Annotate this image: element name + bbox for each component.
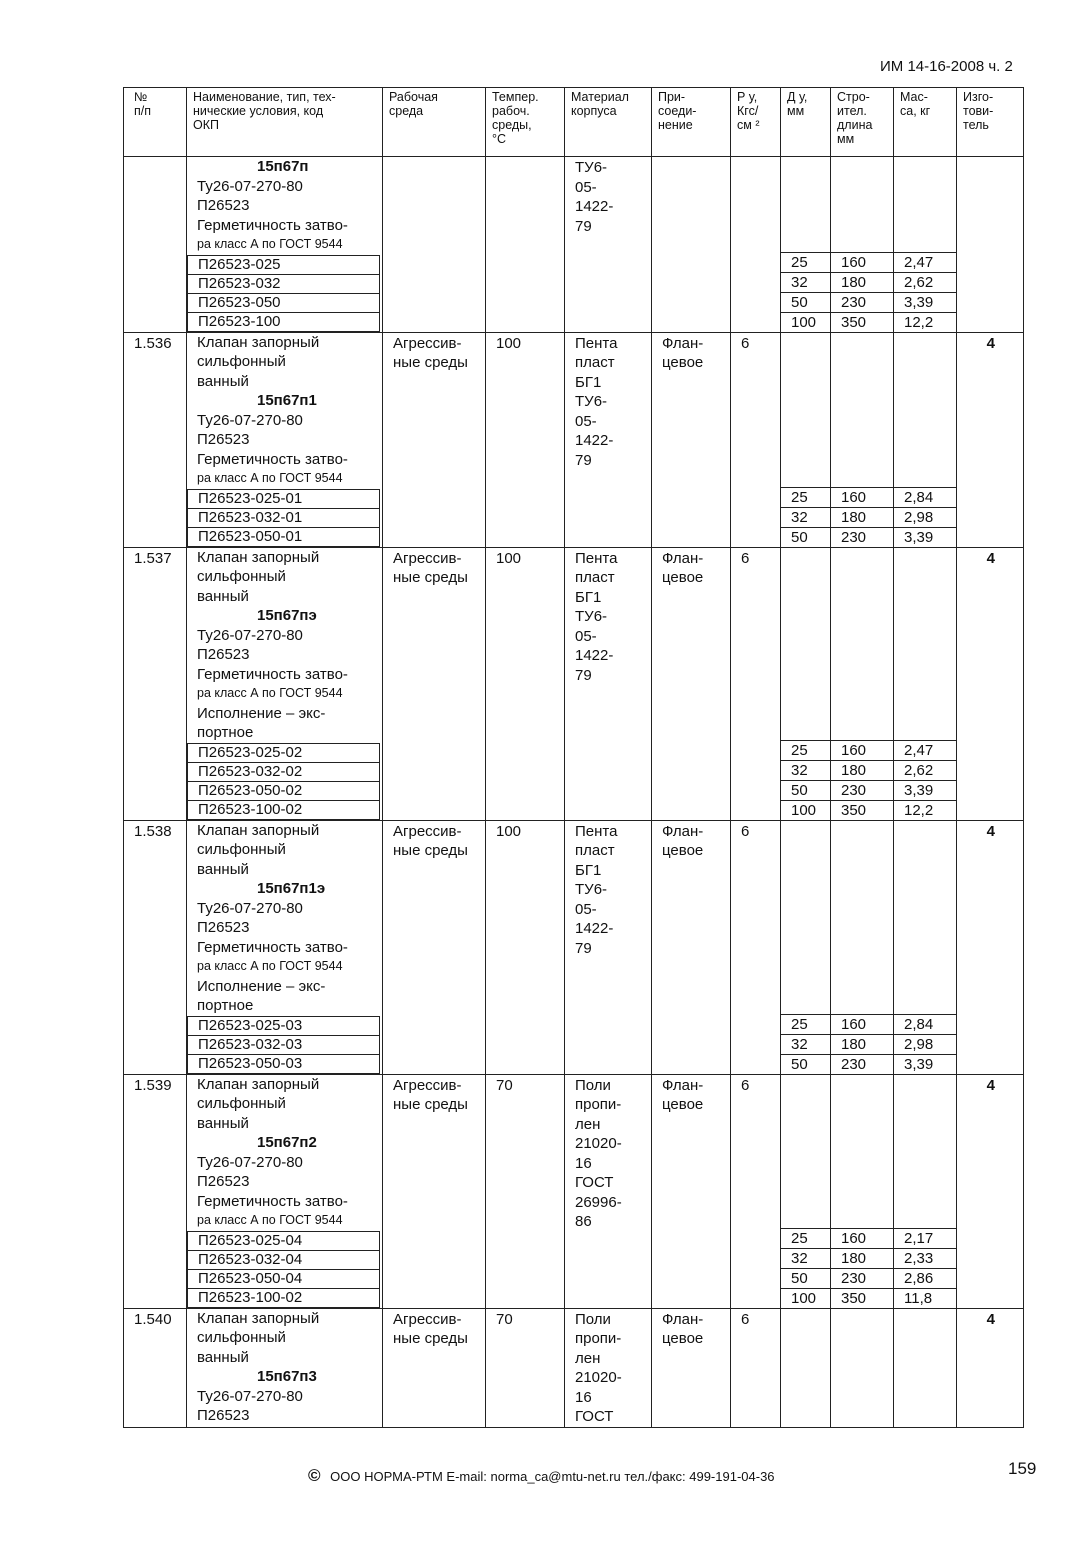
body-material: Поли пропи- лен 21020- 16 ГОСТ xyxy=(565,1308,652,1427)
face-to-face-length-values xyxy=(831,1014,893,1074)
modifications-list xyxy=(187,255,380,332)
modification-code: П26523-025-01 xyxy=(188,489,380,508)
modification-code: П26523-050-04 xyxy=(188,1269,380,1288)
nominal-diameter-value: 32 xyxy=(781,1248,830,1268)
nominal-diameter-value: 32 xyxy=(781,760,830,780)
description-line: Герметичность затво- xyxy=(197,216,348,234)
item-number xyxy=(124,157,187,333)
description-line: Клапан запорный xyxy=(197,821,320,839)
face-to-face-length-values xyxy=(831,740,893,820)
item-name xyxy=(187,1074,383,1308)
connection-type xyxy=(652,157,731,333)
description-line: Герметичность затво- xyxy=(197,1192,348,1210)
mass-value: 2,47 xyxy=(894,252,956,272)
modification-code: П26523-050-01 xyxy=(188,527,380,546)
face-to-face-length xyxy=(831,820,894,1074)
modification-code: П26523-032-03 xyxy=(188,1035,380,1054)
connection-type: Флан- цевое xyxy=(652,820,731,1074)
column-header: Стро- ител. длина мм xyxy=(831,88,894,157)
description-line: Клапан запорный xyxy=(197,1075,320,1093)
modification-code: П26523-032-02 xyxy=(188,762,380,781)
temperature: 100 xyxy=(486,820,565,1074)
body-material: Поли пропи- лен 21020- 16 ГОСТ 26996- 86 xyxy=(565,1074,652,1308)
column-header: № п/п xyxy=(124,88,187,157)
nominal-diameter-values xyxy=(781,1228,830,1308)
mass-values xyxy=(894,487,956,547)
face-to-face-length-value: 350 xyxy=(831,1288,893,1308)
modification-code: П26523-032-01 xyxy=(188,508,380,527)
temperature: 100 xyxy=(486,332,565,547)
modification-row xyxy=(188,1231,380,1250)
table-row xyxy=(124,1308,1024,1427)
page-number: 159 xyxy=(1008,1459,1037,1478)
face-to-face-length xyxy=(831,1308,894,1427)
column-header: Рабочая среда xyxy=(383,88,486,157)
modification-code: П26523-025-04 xyxy=(188,1231,380,1250)
item-name xyxy=(187,157,383,333)
face-to-face-length-value: 180 xyxy=(831,760,893,780)
nominal-diameter xyxy=(781,332,831,547)
modification-code: П26523-032-04 xyxy=(188,1250,380,1269)
modification-row xyxy=(188,800,380,819)
mass-value: 2,84 xyxy=(894,487,956,507)
temperature: 100 xyxy=(486,547,565,820)
table-row xyxy=(124,1074,1024,1308)
column-header: Темпер. рабоч. среды, °C xyxy=(486,88,565,157)
mass-value: 2,47 xyxy=(894,740,956,760)
face-to-face-length-value: 180 xyxy=(831,272,893,292)
table-header-row xyxy=(124,88,1024,157)
modification-row xyxy=(188,1288,380,1307)
description-line: сильфонный xyxy=(197,1329,286,1346)
column-header: Р у, Кгс/ см ² xyxy=(731,88,781,157)
nominal-diameter-value: 50 xyxy=(781,527,830,547)
description-line: П26523 xyxy=(197,919,250,936)
modification-row xyxy=(188,489,380,508)
mass-value: 2,62 xyxy=(894,272,956,292)
item-name xyxy=(187,1308,383,1427)
description-line: ванный xyxy=(197,587,249,605)
mass xyxy=(894,1074,957,1308)
nominal-diameter-value: 25 xyxy=(781,740,830,760)
modification-row xyxy=(188,762,380,781)
nominal-diameter-value: 100 xyxy=(781,312,830,332)
nominal-diameter-values xyxy=(781,252,830,332)
column-header: При- соеди- нение xyxy=(652,88,731,157)
nominal-pressure: 6 xyxy=(731,1074,781,1308)
mass-value: 12,2 xyxy=(894,312,956,332)
description-line: сильфонный xyxy=(197,841,286,858)
face-to-face-length-value: 160 xyxy=(831,1228,893,1248)
mass-values xyxy=(894,1014,956,1074)
nominal-diameter xyxy=(781,157,831,333)
nominal-diameter-value: 32 xyxy=(781,1034,830,1054)
nominal-diameter-values xyxy=(781,740,830,820)
table-row xyxy=(124,547,1024,820)
description-line: ванный xyxy=(197,372,249,390)
working-medium: Агрессив- ные среды xyxy=(383,820,486,1074)
nominal-diameter-value: 32 xyxy=(781,507,830,527)
face-to-face-length-value: 230 xyxy=(831,1268,893,1288)
nominal-pressure: 6 xyxy=(731,1308,781,1427)
nominal-diameter-value: 100 xyxy=(781,1288,830,1308)
description-line: портное xyxy=(197,724,254,741)
description-line: ванный xyxy=(197,1348,249,1366)
description-line: П26523 xyxy=(197,646,250,663)
modifications-list xyxy=(187,1016,380,1074)
connection-type: Флан- цевое xyxy=(652,1308,731,1427)
description-line: Герметичность затво- xyxy=(197,665,348,683)
modification-code: П26523-025-03 xyxy=(188,1016,380,1035)
nominal-diameter xyxy=(781,820,831,1074)
modification-row xyxy=(188,781,380,800)
nominal-diameter-value: 25 xyxy=(781,487,830,507)
mass xyxy=(894,547,957,820)
description-line: ра класс А по ГОСТ 9544 xyxy=(197,1213,343,1227)
modification-code: П26523-032 xyxy=(188,274,380,293)
nominal-diameter-values xyxy=(781,487,830,547)
face-to-face-length xyxy=(831,1074,894,1308)
manufacturer-code: 4 xyxy=(957,1074,1024,1308)
modification-row xyxy=(188,743,380,762)
mass-values xyxy=(894,252,956,332)
description-line: Клапан запорный xyxy=(197,1309,320,1327)
modification-row xyxy=(188,1054,380,1073)
item-number: 1.539 xyxy=(124,1074,187,1308)
mass-value: 2,86 xyxy=(894,1268,956,1288)
mass-value: 2,98 xyxy=(894,507,956,527)
mass xyxy=(894,1308,957,1427)
face-to-face-length-value: 180 xyxy=(831,507,893,527)
description-line: сильфонный xyxy=(197,353,286,370)
description-line: Ту26-07-270-80 xyxy=(197,626,303,644)
modification-row xyxy=(188,1016,380,1035)
modification-code: П26523-050 xyxy=(188,293,380,312)
description-line: Ту26-07-270-80 xyxy=(197,177,303,195)
item-name xyxy=(187,820,383,1074)
face-to-face-length-value: 350 xyxy=(831,312,893,332)
item-number: 1.538 xyxy=(124,820,187,1074)
nominal-diameter-value: 25 xyxy=(781,1014,830,1034)
mass xyxy=(894,820,957,1074)
manufacturer-code xyxy=(957,157,1024,333)
description-line: Ту26-07-270-80 xyxy=(197,1387,303,1405)
item-number: 1.540 xyxy=(124,1308,187,1427)
description-line: Ту26-07-270-80 xyxy=(197,1153,303,1171)
face-to-face-length-value: 160 xyxy=(831,740,893,760)
table-row xyxy=(124,157,1024,333)
column-header: Наименование, тип, тех- нические условия, код ОКП xyxy=(187,88,383,157)
item-number: 1.536 xyxy=(124,332,187,547)
temperature: 70 xyxy=(486,1308,565,1427)
face-to-face-length xyxy=(831,157,894,333)
modification-row xyxy=(188,1035,380,1054)
mass-value: 3,39 xyxy=(894,1054,956,1074)
modification-row xyxy=(188,274,380,293)
nominal-diameter-values xyxy=(781,1014,830,1074)
valves-table xyxy=(123,87,1024,1428)
working-medium: Агрессив- ные среды xyxy=(383,1074,486,1308)
description-line: ра класс А по ГОСТ 9544 xyxy=(197,471,343,485)
description-line: Ту26-07-270-80 xyxy=(197,899,303,917)
face-to-face-length-values xyxy=(831,252,893,332)
working-medium xyxy=(383,157,486,333)
face-to-face-length-value: 230 xyxy=(831,780,893,800)
description-line: ра класс А по ГОСТ 9544 xyxy=(197,237,343,251)
nominal-diameter xyxy=(781,1074,831,1308)
nominal-diameter xyxy=(781,1308,831,1427)
modification-code: П26523-100-02 xyxy=(188,800,380,819)
face-to-face-length-value: 230 xyxy=(831,292,893,312)
model-code: 15п67п1э xyxy=(257,880,326,897)
face-to-face-length-value: 160 xyxy=(831,252,893,272)
column-header: Д у, мм xyxy=(781,88,831,157)
modification-row xyxy=(188,1250,380,1269)
column-header: Мас- са, кг xyxy=(894,88,957,157)
modification-code: П26523-050-03 xyxy=(188,1054,380,1073)
mass-value: 3,39 xyxy=(894,780,956,800)
footer-contacts: ООО НОРМА-РТМ E-mail: norma_ca@mtu-net.ru тел./факс: 499-191-04-36 xyxy=(330,1469,775,1484)
table-row xyxy=(124,332,1024,547)
manufacturer-code: 4 xyxy=(957,332,1024,547)
mass-values xyxy=(894,1228,956,1308)
face-to-face-length-value: 160 xyxy=(831,487,893,507)
model-code: 15п67пэ xyxy=(257,607,317,624)
face-to-face-length-value: 180 xyxy=(831,1248,893,1268)
manufacturer-code: 4 xyxy=(957,1308,1024,1427)
connection-type: Флан- цевое xyxy=(652,332,731,547)
description-line: сильфонный xyxy=(197,1095,286,1112)
description-line: Клапан запорный xyxy=(197,548,320,566)
temperature xyxy=(486,157,565,333)
working-medium: Агрессив- ные среды xyxy=(383,332,486,547)
modifications-list xyxy=(187,489,380,547)
manufacturer-code: 4 xyxy=(957,547,1024,820)
description-line: сильфонный xyxy=(197,568,286,585)
modification-row xyxy=(188,527,380,546)
modification-row xyxy=(188,508,380,527)
face-to-face-length-value: 350 xyxy=(831,800,893,820)
copyright-icon: © xyxy=(308,1466,321,1485)
modification-row xyxy=(188,255,380,274)
modifications-list xyxy=(187,743,380,820)
mass-value: 2,98 xyxy=(894,1034,956,1054)
modification-row xyxy=(188,293,380,312)
table-row xyxy=(124,820,1024,1074)
description-line: ванный xyxy=(197,860,249,878)
temperature: 70 xyxy=(486,1074,565,1308)
modification-code: П26523-100-02 xyxy=(188,1288,380,1307)
description-line: П26523 xyxy=(197,1173,250,1190)
working-medium: Агрессив- ные среды xyxy=(383,547,486,820)
face-to-face-length-value: 230 xyxy=(831,1054,893,1074)
mass-value: 11,8 xyxy=(894,1288,956,1308)
description-line: Ту26-07-270-80 xyxy=(197,411,303,429)
mass-values xyxy=(894,740,956,820)
mass-value: 3,39 xyxy=(894,527,956,547)
nominal-pressure: 6 xyxy=(731,547,781,820)
description-line: П26523 xyxy=(197,431,250,448)
description-line: Герметичность затво- xyxy=(197,450,348,468)
column-header: Изго- тови- тель xyxy=(957,88,1024,157)
model-code: 15п67п xyxy=(257,158,309,175)
modification-row xyxy=(188,1269,380,1288)
model-code: 15п67п1 xyxy=(257,392,317,409)
modification-code: П26523-025 xyxy=(188,255,380,274)
body-material: Пента пласт БГ1 ТУ6- 05- 1422- 79 xyxy=(565,547,652,820)
mass-value: 3,39 xyxy=(894,292,956,312)
mass xyxy=(894,157,957,333)
nominal-diameter-value: 25 xyxy=(781,252,830,272)
model-code: 15п67п2 xyxy=(257,1134,317,1151)
nominal-diameter xyxy=(781,547,831,820)
description-line: П26523 xyxy=(197,197,250,214)
description-line: ра класс А по ГОСТ 9544 xyxy=(197,959,343,973)
description-line: Герметичность затво- xyxy=(197,938,348,956)
nominal-pressure: 6 xyxy=(731,820,781,1074)
mass-value: 2,62 xyxy=(894,760,956,780)
nominal-diameter-value: 25 xyxy=(781,1228,830,1248)
body-material: ТУ6- 05- 1422- 79 xyxy=(565,157,652,333)
nominal-diameter-value: 50 xyxy=(781,292,830,312)
modification-row xyxy=(188,312,380,331)
mass-value: 2,33 xyxy=(894,1248,956,1268)
face-to-face-length xyxy=(831,332,894,547)
nominal-diameter-value: 50 xyxy=(781,1054,830,1074)
nominal-diameter-value: 100 xyxy=(781,800,830,820)
mass-value: 2,17 xyxy=(894,1228,956,1248)
description-line: портное xyxy=(197,997,254,1014)
face-to-face-length-value: 160 xyxy=(831,1014,893,1034)
nominal-diameter-value: 32 xyxy=(781,272,830,292)
footer xyxy=(308,1466,775,1486)
document-code: ИМ 14-16-2008 ч. 2 xyxy=(880,58,1013,75)
connection-type: Флан- цевое xyxy=(652,547,731,820)
nominal-diameter-value: 50 xyxy=(781,780,830,800)
nominal-diameter-value: 50 xyxy=(781,1268,830,1288)
description-line: П26523 xyxy=(197,1407,250,1424)
manufacturer-code: 4 xyxy=(957,820,1024,1074)
description-line: Исполнение – экс- xyxy=(197,977,326,995)
mass xyxy=(894,332,957,547)
description-line: Клапан запорный xyxy=(197,333,320,351)
column-header: Материал корпуса xyxy=(565,88,652,157)
nominal-pressure xyxy=(731,157,781,333)
modification-code: П26523-100 xyxy=(188,312,380,331)
body-material: Пента пласт БГ1 ТУ6- 05- 1422- 79 xyxy=(565,820,652,1074)
modification-code: П26523-050-02 xyxy=(188,781,380,800)
description-line: Исполнение – экс- xyxy=(197,704,326,722)
mass-value: 12,2 xyxy=(894,800,956,820)
connection-type: Флан- цевое xyxy=(652,1074,731,1308)
model-code: 15п67п3 xyxy=(257,1368,317,1385)
item-name xyxy=(187,547,383,820)
item-name xyxy=(187,332,383,547)
modifications-list xyxy=(187,1231,380,1308)
description-line: ванный xyxy=(197,1114,249,1132)
working-medium: Агрессив- ные среды xyxy=(383,1308,486,1427)
modification-code: П26523-025-02 xyxy=(188,743,380,762)
face-to-face-length xyxy=(831,547,894,820)
face-to-face-length-values xyxy=(831,1228,893,1308)
description-line: ра класс А по ГОСТ 9544 xyxy=(197,686,343,700)
body-material: Пента пласт БГ1 ТУ6- 05- 1422- 79 xyxy=(565,332,652,547)
face-to-face-length-value: 180 xyxy=(831,1034,893,1054)
face-to-face-length-values xyxy=(831,487,893,547)
item-number: 1.537 xyxy=(124,547,187,820)
mass-value: 2,84 xyxy=(894,1014,956,1034)
nominal-pressure: 6 xyxy=(731,332,781,547)
face-to-face-length-value: 230 xyxy=(831,527,893,547)
